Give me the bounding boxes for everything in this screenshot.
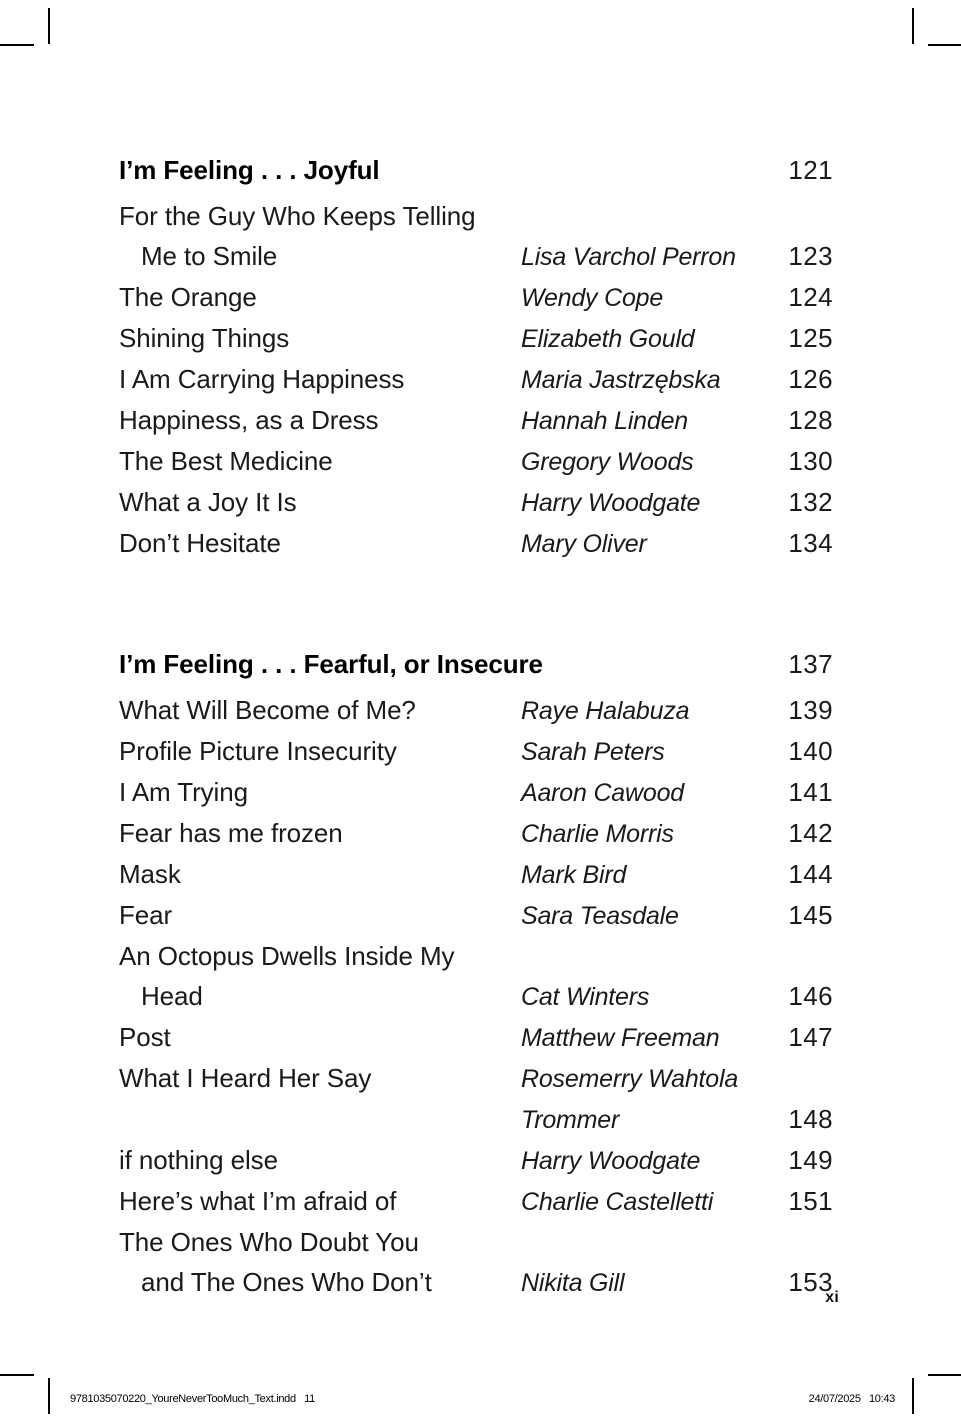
toc-entry-title: Head [141, 981, 203, 1011]
toc-entry-page: 153 [788, 1267, 833, 1297]
toc-entry-row[interactable] [119, 1058, 835, 1099]
toc-entry-page: 140 [788, 736, 833, 766]
toc-section-heading-page: 137 [788, 649, 833, 679]
toc-section-heading-label: I’m Feeling . . . Joyful [119, 155, 380, 185]
toc-entry-page: 126 [788, 364, 833, 394]
page-folio: xi [825, 1289, 839, 1306]
toc-entry-title: What Will Become of Me? [119, 695, 416, 725]
toc-entry-author: Cat Winters [521, 983, 650, 1011]
toc-entry-page: 130 [788, 446, 833, 476]
slug-filename: 9781035070220_YoureNeverTooMuch_Text.indd 11 [70, 1393, 315, 1405]
toc-entry-row[interactable] [119, 1017, 835, 1058]
toc-entry-page: 139 [788, 695, 833, 725]
toc-entry-author: Lisa Varchol Perron [521, 243, 736, 271]
toc-entry-row[interactable] [119, 976, 835, 1017]
toc-entry-row[interactable] [119, 1181, 835, 1222]
toc-entry-page: 134 [788, 528, 833, 558]
toc-entry-row[interactable] [119, 482, 835, 523]
toc-entry-row[interactable] [119, 936, 835, 976]
toc-entry-title: and The Ones Who Don’t [141, 1267, 432, 1297]
toc-entry-row[interactable] [119, 1099, 835, 1140]
toc-entry-title: Shining Things [119, 323, 290, 353]
toc-entry-page: 141 [788, 777, 833, 807]
toc-entry-title: An Octopus Dwells Inside My [119, 941, 455, 971]
toc-section-heading-page: 121 [788, 155, 833, 185]
toc-entry-author: Sara Teasdale [521, 902, 679, 930]
toc-entry-title: Don’t Hesitate [119, 528, 281, 558]
toc-entry-title: For the Guy Who Keeps Telling [119, 201, 476, 231]
toc-section-heading-row[interactable] [119, 642, 835, 686]
toc-entry-author: Trommer [521, 1106, 620, 1134]
toc-entry-author: Hannah Linden [521, 407, 688, 435]
toc-entry-title: Profile Picture Insecurity [119, 736, 397, 766]
toc-entry-title: Mask [119, 859, 181, 889]
toc-entry-page: 146 [788, 981, 833, 1011]
toc-entry-page: 151 [788, 1186, 833, 1216]
toc-entry-row[interactable] [119, 1262, 835, 1303]
table-of-contents [119, 148, 835, 1303]
toc-entry-row[interactable] [119, 359, 835, 400]
toc-entry-page: 144 [788, 859, 833, 889]
toc-entry-row[interactable] [119, 895, 835, 936]
toc-entry-page: 142 [788, 818, 833, 848]
toc-entry-row[interactable] [119, 813, 835, 854]
toc-entry-title: Happiness, as a Dress [119, 405, 379, 435]
toc-entry-title: Post [119, 1022, 171, 1052]
toc-entry-page: 128 [788, 405, 833, 435]
toc-entry-author: Charlie Morris [521, 820, 674, 848]
toc-entry-title: Here’s what I’m afraid of [119, 1186, 397, 1216]
toc-entry-row[interactable] [119, 523, 835, 564]
toc-entry-author: Wendy Cope [521, 284, 664, 312]
toc-entry-author: Mark Bird [521, 861, 627, 889]
slug-timestamp: 24/07/2025 10:43 [808, 1393, 895, 1405]
toc-entry-author: Charlie Castelletti [521, 1188, 714, 1216]
toc-entry-title: if nothing else [119, 1145, 278, 1175]
toc-entry-row[interactable] [119, 1222, 835, 1262]
toc-entry-row[interactable] [119, 277, 835, 318]
toc-entry-author: Raye Halabuza [521, 697, 690, 725]
toc-entry-row[interactable] [119, 1140, 835, 1181]
toc-section-heading-label: I’m Feeling . . . Fearful, or Insecure [119, 649, 543, 679]
toc-entry-title: I Am Carrying Happiness [119, 364, 405, 394]
toc-entry-page: 132 [788, 487, 833, 517]
toc-entry-row[interactable] [119, 772, 835, 813]
toc-entry-title: Me to Smile [141, 241, 278, 271]
toc-entry-author: Harry Woodgate [521, 489, 701, 517]
toc-entry-title: Fear [119, 900, 173, 930]
toc-entry-title: I Am Trying [119, 777, 248, 807]
toc-entry-page: 123 [788, 241, 833, 271]
toc-entry-row[interactable] [119, 196, 835, 236]
toc-section [119, 148, 835, 564]
toc-entry-page: 149 [788, 1145, 833, 1175]
toc-entry-title: The Orange [119, 282, 257, 312]
toc-entry-row[interactable] [119, 236, 835, 277]
toc-entry-page: 145 [788, 900, 833, 930]
toc-entry-page: 125 [788, 323, 833, 353]
toc-entry-title: What I Heard Her Say [119, 1063, 372, 1093]
toc-entry-author: Matthew Freeman [521, 1024, 720, 1052]
toc-entry-author: Maria Jastrzębska [521, 366, 721, 394]
toc-entry-row[interactable] [119, 690, 835, 731]
toc-entry-title: What a Joy It Is [119, 487, 297, 517]
toc-entry-title: The Ones Who Doubt You [119, 1227, 419, 1257]
section-spacer [119, 564, 835, 642]
toc-section-heading-row[interactable] [119, 148, 835, 192]
toc-section [119, 642, 835, 1303]
toc-entry-title: Fear has me frozen [119, 818, 343, 848]
toc-entry-title [119, 1127, 521, 1128]
toc-entry-row[interactable] [119, 318, 835, 359]
toc-entry-author: Sarah Peters [521, 738, 665, 766]
toc-entry-author: Harry Woodgate [521, 1147, 701, 1175]
toc-entry-page: 148 [788, 1104, 833, 1134]
toc-entry-page: 124 [788, 282, 833, 312]
toc-entry-author: Rosemerry Wahtola [521, 1065, 739, 1093]
toc-entry-row[interactable] [119, 854, 835, 895]
toc-entry-author: Gregory Woods [521, 448, 694, 476]
toc-entry-page: 147 [788, 1022, 833, 1052]
toc-entry-row[interactable] [119, 731, 835, 772]
toc-entry-row[interactable] [119, 400, 835, 441]
printer-slug-line [0, 1393, 961, 1413]
toc-entry-title: The Best Medicine [119, 446, 333, 476]
toc-entry-author: Mary Oliver [521, 530, 647, 558]
toc-entry-row[interactable] [119, 441, 835, 482]
toc-entry-author: Elizabeth Gould [521, 325, 695, 353]
toc-entry-author: Nikita Gill [521, 1269, 625, 1297]
toc-entry-author: Aaron Cawood [521, 779, 684, 807]
